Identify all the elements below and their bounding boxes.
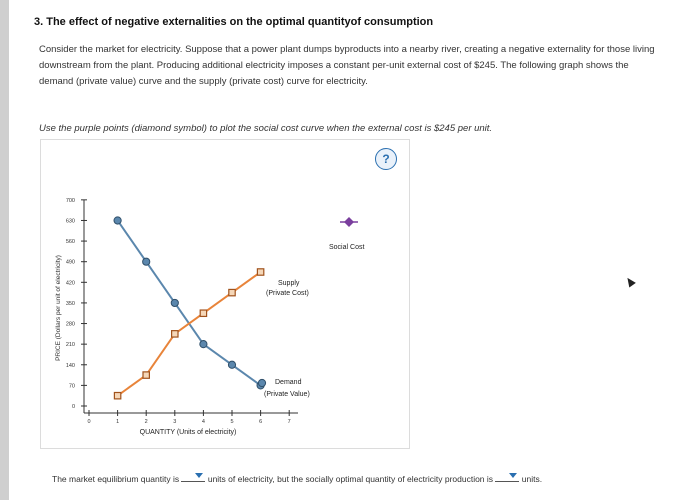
supply-curve [118, 272, 261, 396]
y-axis-label: PRICE (Dollars per unit of electricity) [55, 255, 62, 361]
y-tick-label: 420 [65, 280, 75, 287]
x-axis-label: QUANTITY (Units of electricity) [139, 429, 237, 436]
x-tick-label: 5 [230, 419, 234, 425]
help-button[interactable]: ? [375, 148, 397, 170]
y-tick-label: 700 [65, 197, 75, 204]
demand-point [200, 341, 207, 348]
answer-sentence [52, 472, 542, 484]
x-tick-label: 4 [201, 419, 205, 425]
supply-point [172, 331, 178, 337]
demand-point [228, 361, 235, 368]
x-tick-label: 1 [116, 419, 120, 425]
y-tick-label: 70 [68, 383, 75, 390]
dropdown-caret-icon [509, 473, 517, 478]
social-cost-tool[interactable] [340, 217, 358, 227]
supply-point [257, 269, 263, 275]
social-cost-label: Social Cost [329, 244, 365, 251]
supply-point [143, 372, 149, 378]
question-body: Consider the market for electricity. Suppose that a power plant dumps byproducts into a nearby river, creating a negative externality for those living downstream from the plant. Producing additional electricity imposes a constant per-unit external cost of $245. The following graph shows the demand (private value) curve and the supply (private cost) curve for electricity. [39, 44, 655, 87]
y-tick-label: 280 [65, 321, 75, 328]
y-tick-label: 490 [65, 259, 75, 266]
purple-diamond-icon[interactable] [344, 217, 354, 227]
supply-point [229, 289, 235, 295]
supply-point [114, 392, 120, 398]
equilibrium-quantity-dropdown[interactable] [181, 472, 205, 482]
demand-point [171, 299, 178, 306]
optimal-quantity-dropdown[interactable] [495, 472, 519, 482]
y-tick-label: 210 [65, 342, 75, 349]
y-tick-label: 350 [65, 300, 75, 307]
supply-sublabel: (Private Cost) [266, 290, 309, 297]
question-title: 3. The effect of negative externalities on the optimal quantityof consumption [34, 16, 434, 28]
y-tick-label: 140 [65, 362, 75, 369]
x-tick-label: 7 [287, 419, 291, 425]
supply-label: Supply [278, 280, 300, 287]
y-tick-label: 630 [65, 218, 75, 225]
demand-curve [118, 220, 261, 385]
x-tick-label: 2 [144, 419, 148, 425]
supply-point [200, 310, 206, 316]
x-tick-label: 3 [173, 419, 177, 425]
demand-legend-marker [258, 379, 265, 386]
demand-sublabel: (Private Value) [264, 391, 310, 398]
demand-point [114, 217, 121, 224]
demand-label: Demand [275, 379, 302, 386]
demand-point [143, 258, 150, 265]
dropdown-caret-icon [195, 473, 203, 478]
question-instruction: Use the purple points (diamond symbol) to plot the social cost curve when the external cost is $245 per unit. [39, 123, 493, 134]
footer-text-2: units of electricity, but the socially optimal quantity of electricity production is [207, 474, 494, 484]
y-tick-label: 0 [71, 404, 75, 410]
y-tick-label: 560 [65, 239, 75, 246]
x-tick-label: 6 [259, 419, 263, 425]
footer-text-3: units. [521, 474, 543, 484]
x-tick-label: 0 [87, 419, 91, 425]
footer-text-1: The market equilibrium quantity is [52, 474, 180, 484]
